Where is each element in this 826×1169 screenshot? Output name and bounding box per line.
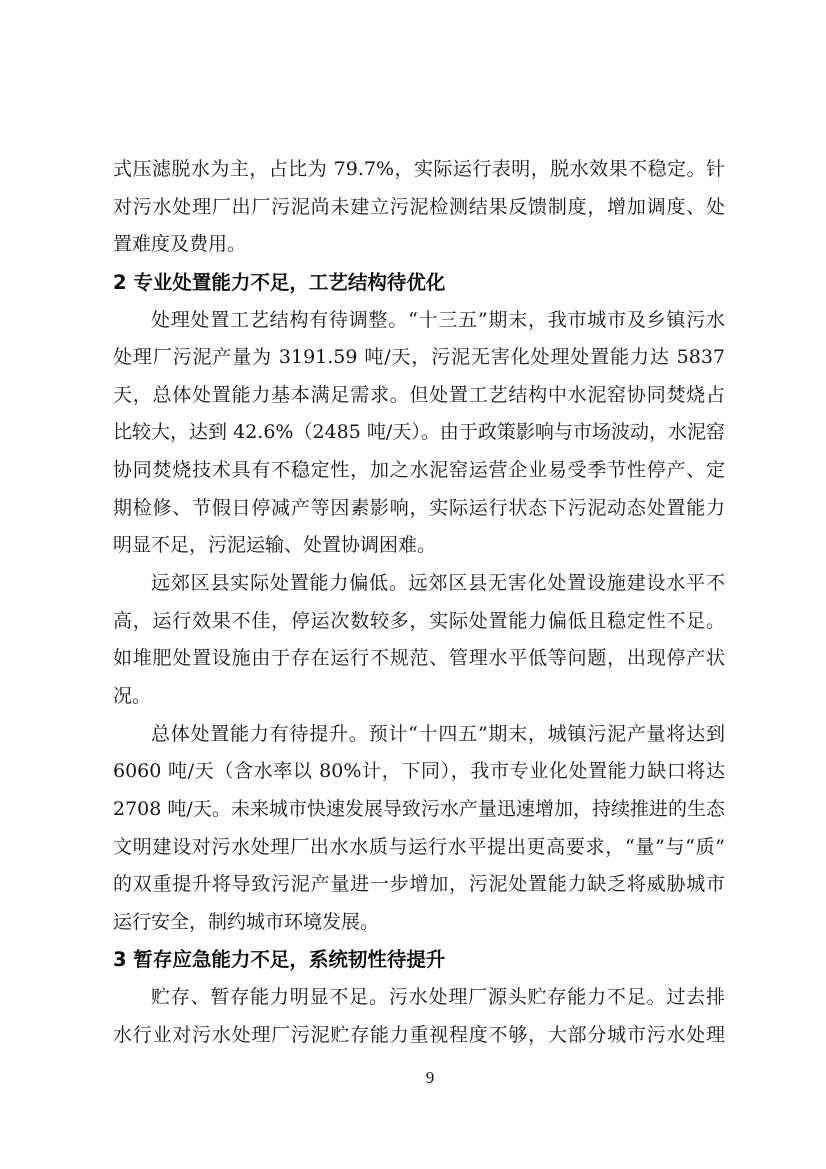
paragraph-lead: 总体处置能力有待提升。 [151, 722, 369, 745]
paragraph-text: 污水处理厂源头贮存能力不足。过去排 [388, 986, 725, 1009]
paragraph-text: “十三五”期末，我市城市及乡镇污水 [408, 308, 725, 331]
paragraph-line: 如堆肥处置设施由于存在运行不规范、管理水平低等问题，出现停产状 [113, 647, 725, 670]
paragraph-first-line [113, 979, 725, 1017]
section-heading: 3 暂存应急能力不足，系统韧性待提升 [113, 948, 446, 972]
intro-paragraph [113, 151, 725, 264]
paragraph-line: 高，运行效果不佳，停运次数较多，实际处置能力偏低且稳定性不足。 [113, 609, 725, 632]
paragraph-first-line [113, 716, 725, 754]
paragraph-first-line [113, 302, 725, 340]
paragraph-lead: 处理处置工艺结构有待调整。 [151, 308, 409, 331]
paragraph-lead: 贮存、暂存能力明显不足。 [151, 986, 389, 1009]
paragraph-overall-capacity [113, 716, 725, 942]
paragraph-line: 对污水处理厂出厂污泥尚未建立污泥检测结果反馈制度，增加调度、处 [113, 195, 725, 218]
paragraph-suburban-capacity [113, 565, 725, 716]
paragraph-text: 远郊区县无害化处置设施建设水平不 [408, 572, 725, 595]
body-text [113, 151, 725, 1054]
paragraph-line: 2708 吨/天。未来城市快速发展导致污水产量迅速增加，持续推进的生态 [113, 797, 725, 820]
paragraph-line: 期检修、节假日停减产等因素影响，实际运行状态下污泥动态处置能力 [113, 496, 725, 519]
paragraph-line: 天，总体处置能力基本满足需求。但处置工艺结构中水泥窑协同焚烧占 [113, 383, 725, 406]
paragraph-line: 协同焚烧技术具有不稳定性，加之水泥窑运营企业易受季节性停产、定 [113, 459, 725, 482]
paragraph-line: 况。 [113, 684, 152, 707]
paragraph-line: 6060 吨/天（含水率以 80%计，下同），我市专业化处置能力缺口将达 [113, 760, 725, 783]
paragraph-line: 处理厂污泥产量为 3191.59 吨/天，污泥无害化处理处置能力达 5837 [113, 346, 725, 369]
paragraph-line: 置难度及费用。 [113, 233, 247, 256]
paragraph-line: 水行业对污水处理厂污泥贮存能力重视程度不够，大部分城市污水处理 [113, 1023, 725, 1046]
paragraph-lead: 远郊区县实际处置能力偏低。 [151, 572, 409, 595]
paragraph-line: 比较大，达到 42.6%（2485 吨/天）。由于政策影响与市场波动，水泥窑 [113, 421, 725, 444]
paragraph-text: 预计“十四五”期末，城镇污泥产量将达到 [368, 722, 725, 745]
paragraph-line: 的双重提升将导致污泥产量进一步增加，污泥处置能力缺乏将威胁城市 [113, 873, 725, 896]
section-heading: 2 专业处置能力不足，工艺结构待优化 [113, 270, 446, 294]
paragraph-line: 文明建设对污水处理厂出水水质与运行水平提出更高要求，“量”与“质” [113, 835, 725, 858]
page-number: 9 [425, 1068, 435, 1087]
paragraph-line: 明显不足，污泥运输、处置协调困难。 [113, 534, 437, 557]
paragraph-process-structure [113, 302, 725, 565]
paragraph-storage-capacity [113, 979, 725, 1054]
paragraph-line: 运行安全，制约城市环境发展。 [113, 910, 380, 933]
paragraph-line: 式压滤脱水为主，占比为 79.7%，实际运行表明，脱水效果不稳定。针 [113, 158, 725, 180]
paragraph-first-line [113, 565, 725, 603]
